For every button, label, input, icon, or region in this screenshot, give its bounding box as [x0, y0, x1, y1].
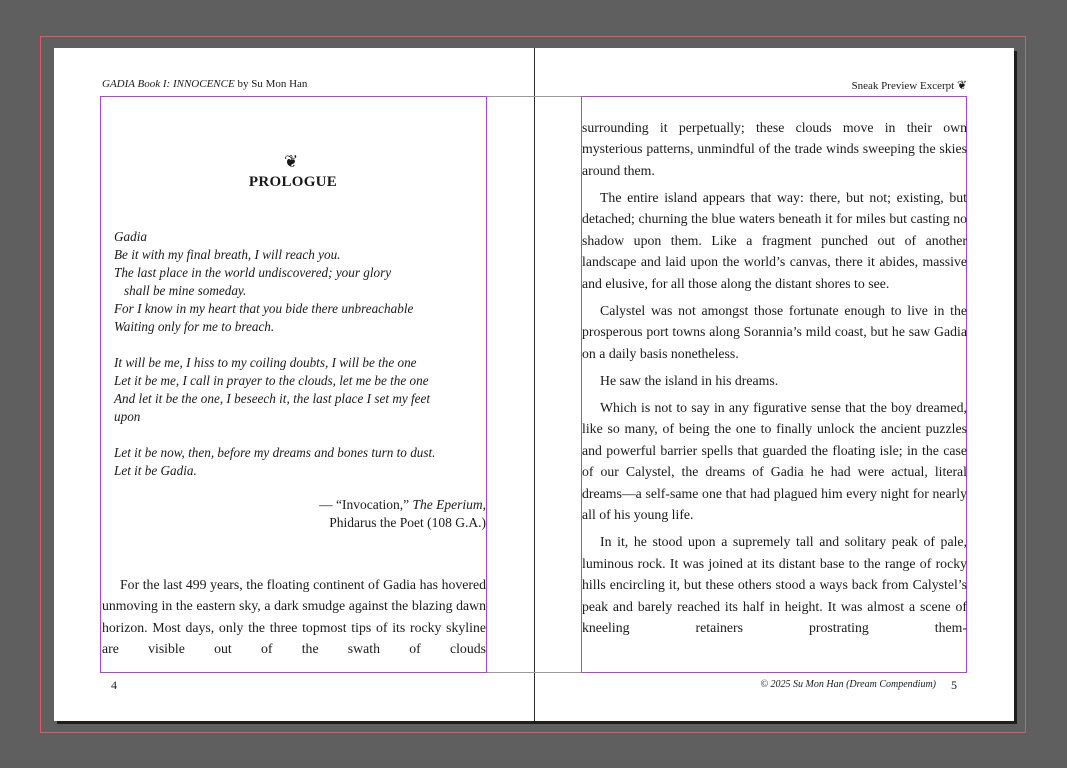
attribution-work: The Eperium,: [412, 497, 486, 512]
right-body-text: [582, 117, 967, 644]
right-running-head: [852, 78, 967, 93]
poem-line: It will be me, I hiss to my coiling doubts, I will be the one: [114, 355, 417, 370]
page-spread[interactable]: [54, 48, 1014, 721]
poem-line: Let it be me, I call in prayer to the clouds, let me be the one: [114, 373, 429, 388]
poem-line: And let it be the one, I beseech it, the last place I set my feet: [114, 391, 431, 406]
chapter-title: PROLOGUE: [248, 174, 338, 190]
poem-line: Let it be now, then, before my dreams and bones turn to dust.: [114, 445, 436, 460]
epigraph-poem: [114, 228, 474, 480]
paragraph: The entire island appears that way: there, but not; existing, but detached; churning the blue waters beneath it for miles but casting no shadow upon them. Like a fragment punched out of another landscape and laid upon the world’s canvas, there it abides, massive and elusive, for all those along the distant shores to see.: [582, 190, 967, 291]
poem-line: Gadia: [114, 229, 147, 244]
poem-line: Let it be Gadia.: [114, 463, 197, 478]
spine-guide: [534, 48, 535, 721]
fleuron-ornament-icon: ❦: [284, 152, 299, 171]
fleuron-icon: ❦: [956, 78, 967, 92]
right-page-number: 5: [951, 678, 957, 692]
sneak-preview-label: Sneak Preview Excerpt: [851, 80, 955, 92]
paragraph: Which is not to say in any figurative sense that the boy dreamed, like so many, of being the one to finally unlock the ancient puzzles and powerful barrier spells that guarded the floating isle; in the case of our Calystel, the dreams of Gadia he had were actual, literal dreams—a self-same one that had plagued him every night for nearly all of his young life.: [582, 400, 967, 523]
paragraph: He saw the island in his dreams.: [600, 372, 779, 388]
paragraph: Calystel was not amongst those fortunate enough to live in the prosperous port towns along Sorannia’s mild coast, but he saw Gadia on a daily basis nonetheless.: [582, 302, 967, 361]
copyright-notice: © 2025 Su Mon Han (Dream Compendium): [760, 679, 936, 690]
byline: by Su Mon Han: [234, 78, 308, 90]
poem-line: Waiting only for me to breach.: [114, 319, 275, 334]
attribution-author: Phidarus the Poet (108 G.A.): [329, 515, 486, 530]
poem-line: shall be mine someday.: [124, 283, 247, 298]
left-body-text: [102, 574, 486, 665]
paragraph: In it, he stood upon a supremely tall and solitary peak of pale, luminous rock. It was joined at its distant base to the range of rocky hills encircling it, but these others stood a ways back from Calystel’s peak and barely reached its half in height. It was almost a scene of kneeling retainers prostrating them-: [582, 534, 967, 635]
epigraph-attribution: [319, 496, 486, 532]
left-page-number: 4: [111, 678, 117, 692]
book-title: GADIA Book I: INNOCENCE: [102, 78, 235, 90]
paragraph: surrounding it perpetually; these clouds move in their own mysterious patterns, unmindful of the trade winds sweeping the skies around them.: [582, 120, 967, 178]
paragraph: For the last 499 years, the floating continent of Gadia has hovered unmoving in the eastern sky, a dark smudge against the blazing dawn horizon. Most days, only the three topmost tips of its rocky skyline are visible out of the swath of clouds: [102, 577, 486, 657]
poem-line: For I know in my heart that you bide there unbreachable: [114, 301, 414, 316]
poem-line: Be it with my final breath, I will reach you.: [114, 247, 341, 262]
poem-line: upon: [114, 409, 141, 424]
poem-line: The last place in the world undiscovered; your glory: [114, 265, 392, 280]
attribution-quote: — “Invocation,”: [319, 497, 413, 512]
left-running-head: [102, 78, 307, 90]
